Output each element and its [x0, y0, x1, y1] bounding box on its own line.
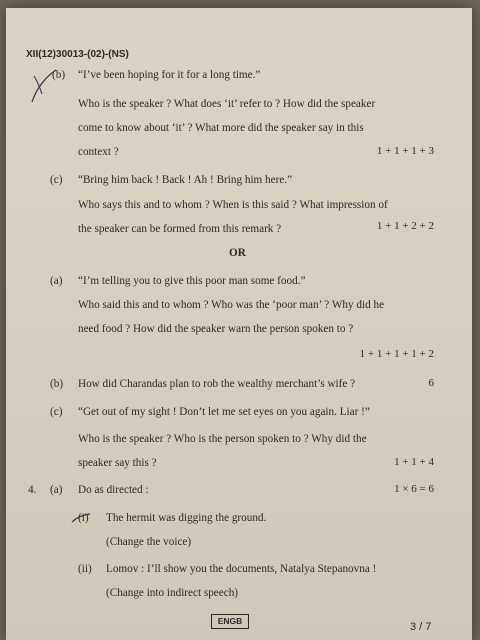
- sub-item-label: (ii): [78, 563, 92, 575]
- question-label: (a): [50, 484, 63, 496]
- question-line: come to know about ‘it’ ? What more did the speaker say in this: [78, 122, 364, 134]
- exam-page: [6, 8, 472, 640]
- question-label: (b): [52, 69, 66, 81]
- sub-item-instruction: (Change into indirect speech): [106, 587, 239, 599]
- marks-allocation: 1 + 1 + 1 + 3: [376, 145, 434, 157]
- question-text: How did Charandas plan to rob the wealthy merchant’s wife ?: [78, 378, 356, 390]
- question-quote: “I’ve been hoping for it for a long time.”: [78, 69, 261, 81]
- sub-item-label: (i): [78, 512, 89, 524]
- marks-allocation: 1 + 1 + 4: [394, 456, 434, 468]
- question-line: context ?: [78, 146, 119, 158]
- question-quote: “Bring him back ! Back ! Ah ! Bring him here.”: [78, 174, 293, 186]
- question-label: (c): [50, 406, 63, 418]
- sub-item-instruction: (Change the voice): [106, 536, 192, 548]
- or-divider: OR: [229, 247, 246, 259]
- question-line: Who says this and to whom ? When is this said ? What impression of: [78, 199, 388, 211]
- question-label: (b): [50, 378, 64, 390]
- marks-allocation: 1 + 1 + 1 + 1 + 2: [359, 348, 434, 360]
- question-line: Who is the speaker ? Who is the person spoken to ? Why did the: [78, 433, 367, 445]
- paper-code: XII(12)30013-(02)-(NS): [26, 49, 129, 60]
- sub-item-text: The hermit was digging the ground.: [106, 512, 267, 524]
- question-quote: “Get out of my sight ! Don’t let me set eyes on you again. Liar !”: [78, 406, 370, 418]
- marks-allocation: 1 + 1 + 2 + 2: [376, 220, 434, 232]
- question-quote: “I’m telling you to give this poor man some food.”: [78, 275, 306, 287]
- question-line: Who said this and to whom ? Who was the ‘poor man’ ? Why did he: [78, 299, 385, 311]
- sub-item-text: Lomov : I’ll show you the documents, Natalya Stepanovna !: [106, 563, 377, 575]
- question-label: (c): [50, 174, 63, 186]
- marks-allocation: 1 × 6 = 6: [394, 483, 434, 495]
- subject-code-stamp: ENGB: [211, 614, 249, 629]
- question-text: Do as directed :: [78, 484, 149, 496]
- question-label: (a): [50, 275, 63, 287]
- page-number: 3 / 7: [410, 621, 432, 633]
- question-number: 4.: [28, 484, 37, 496]
- question-line: the speaker can be formed from this remark ?: [78, 223, 282, 235]
- question-line: speaker say this ?: [78, 457, 157, 469]
- question-line: Who is the speaker ? What does ‘it’ refer to ? How did the speaker: [78, 98, 376, 110]
- marks-allocation: 6: [428, 377, 434, 389]
- question-line: need food ? How did the speaker warn the person spoken to ?: [78, 323, 354, 335]
